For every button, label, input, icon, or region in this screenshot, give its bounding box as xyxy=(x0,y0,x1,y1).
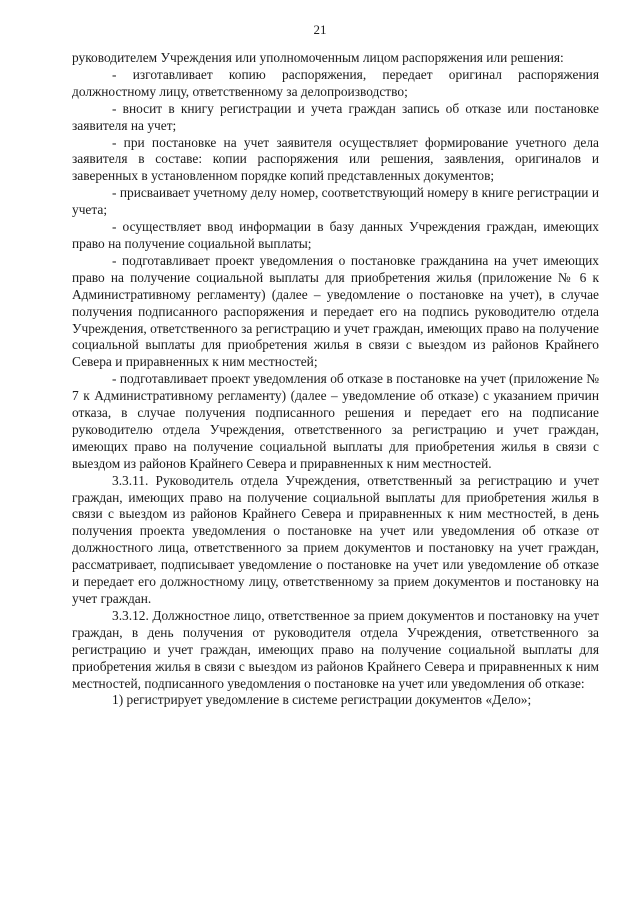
paragraph-8: - подготавливает проект уведомления об отказе в постановке на учет (приложение № 7 к Административному регламенту) (далее – уведомление об отказе) с указанием причин отказа, в случае получения подписанного решения и передает его на подписание руководителю отдела Учреждения, ответственного за регистрацию и учет граждан, имеющих право на получение социальной выплаты для приобретения жилья в связи с выездом из районов Крайнего Севера и приравненных к ним местностей. xyxy=(72,371,599,471)
paragraph-6: - осуществляет ввод информации в базу данных Учреждения граждан, имеющих право на получение социальной выплаты; xyxy=(72,219,599,251)
document-body xyxy=(72,50,599,709)
paragraph-clause-3-3-11: 3.3.11. Руководитель отдела Учреждения, ответственный за регистрацию и учет граждан, имеющих право на получение социальной выплаты для приобретения жилья в связи с выездом из районов Крайнего Севера и приравненных к ним местностей, в день получения проекта уведомления о постановке на учет или уведомления об отказе от должностного лица, ответственного за прием документов и постановку на учет граждан, рассматривает, подписывает уведомление о постановке на учет или уведомление об отказе и передает его должностному лицу, ответственному за прием документов и постановку на учет граждан. xyxy=(72,472,599,606)
paragraph-5: - присваивает учетному делу номер, соответствующий номеру в книге регистрации и учета; xyxy=(72,185,599,218)
paragraph-clause-3-3-12: 3.3.12. Должностное лицо, ответственное за прием документов и постановку на учет граждан, в день получения от руководителя отдела Учреждения, ответственного за регистрацию и учет граждан, имеющих право на получение социальной выплаты для приобретения жилья в связи с выездом из районов Крайнего Севера и приравненных к ним местностей, подписанного уведомления о постановке на учет или уведомления об отказе: xyxy=(72,607,599,691)
paragraph-3: - вносит в книгу регистрации и учета граждан запись об отказе или постановке заявителя на учет; xyxy=(72,100,599,133)
page-number: 21 xyxy=(313,22,327,37)
paragraph-4: - при постановке на учет заявителя осуществляет формирование учетного дела заявителя в составе: копии распоряжения или решения, заявления, оригиналов и заверенных в установленном порядке копий представленных документов; xyxy=(72,134,599,184)
paragraph-item-1: 1) регистрирует уведомление в системе регистрации документов «Дело»; xyxy=(112,692,532,708)
paragraph-7: - подготавливает проект уведомления о постановке гражданина на учет имеющих право на получение социальной выплаты для приобретения жилья (приложение № 6 к Административному регламенту) (далее – уведомление о постановке на учет), в случае получения подписанного распоряжения и передает его на подпись руководителю отдела Учреждения, ответственного за регистрацию и учет граждан, имеющих право на получение социальной выплаты для приобретения жилья в связи с выездом из районов Крайнего Севера и приравненных к ним местностей; xyxy=(72,252,599,370)
paragraph-1: руководителем Учреждения или уполномоченным лицом распоряжения или решения: xyxy=(72,50,564,65)
paragraph-2: - изготавливает копию распоряжения, передает оригинал распоряжения должностному лицу, ответственному за делопроизводство; xyxy=(72,66,599,99)
